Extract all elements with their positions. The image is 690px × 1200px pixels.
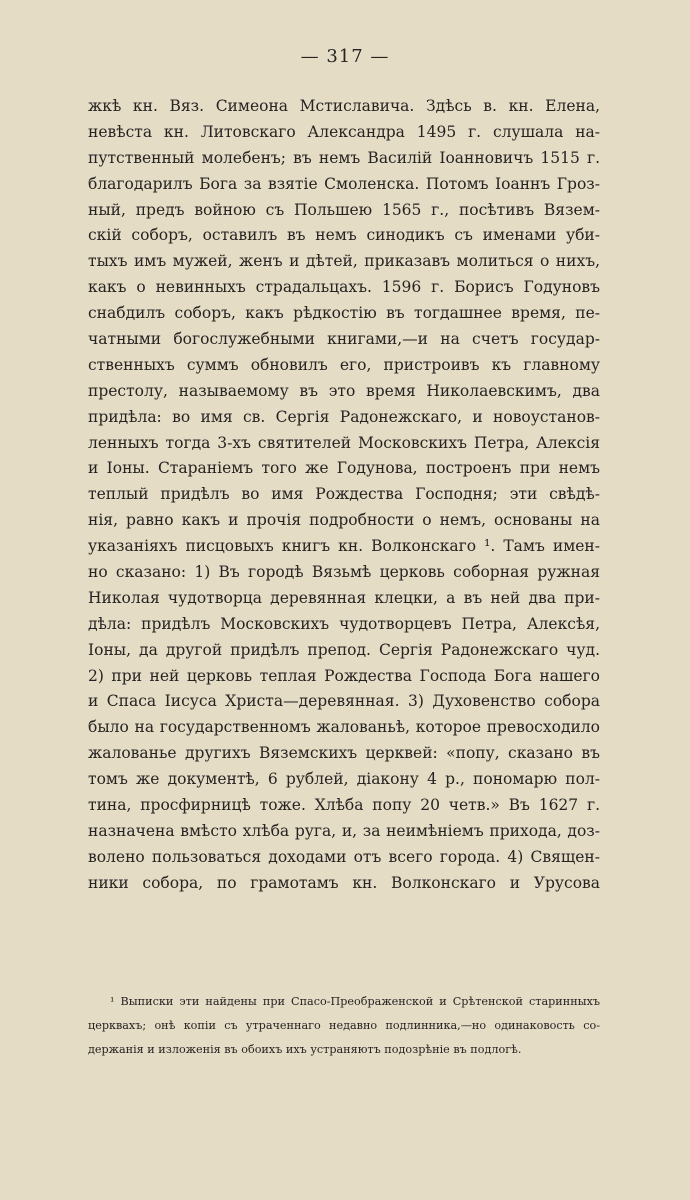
text-line: тина, просфирницѣ тоже. Хлѣба попу 20 четв.» Въ 1627 г. xyxy=(88,796,600,815)
text-line: невѣста кн. Литовскаго Александра 1495 г. слушала на- xyxy=(88,122,600,141)
text-line: 2) при ней церковь теплая Рождества Господа Бога нашего xyxy=(88,666,600,685)
text-line: теплый придѣлъ во имя Рождества Господня; эти свѣдѣ- xyxy=(88,485,600,504)
text-line: указаніяхъ писцовыхъ книгъ кн. Волконскаго ¹. Тамъ имен- xyxy=(88,537,600,556)
main-text xyxy=(88,94,600,897)
text-line: тыхъ имъ мужей, женъ и дѣтей, приказавъ молиться о нихъ, xyxy=(88,252,600,271)
text-line: томъ же документѣ, 6 рублей, діакону 4 р., пономарю пол- xyxy=(88,770,600,789)
text-line: жалованье другихъ Вяземскихъ церквей: «попу, сказано въ xyxy=(88,744,600,763)
text-line: ственныхъ суммъ обновилъ его, пристроивъ къ главному xyxy=(88,355,600,374)
text-line: Николая чудотворца деревянная клецки, а въ ней два при- xyxy=(88,588,600,607)
text-line: престолу, называемому въ это время Николаевскимъ, два xyxy=(88,381,600,400)
page-number: — 317 — xyxy=(300,46,390,67)
text-line: дѣла: придѣлъ Московскихъ чудотворцевъ Петра, Алексѣя, xyxy=(88,614,600,633)
text-line: чатными богослужебными книгами,—и на счетъ государ- xyxy=(88,330,600,349)
text-line: и Іоны. Стараніемъ того же Годунова, построенъ при немъ xyxy=(88,459,600,478)
footnote-line: ¹ Выписки эти найдены при Спасо-Преображенской и Срѣтенской старинныхъ xyxy=(110,995,600,1008)
text-line: какъ о невинныхъ страдальцахъ. 1596 г. Борисъ Годуновъ xyxy=(88,278,600,297)
text-line: снабдилъ соборъ, какъ рѣдкостію въ тогдашнее время, пе- xyxy=(88,304,600,323)
text-line: и Спаса Іисуса Христа—деревянная. 3) Духовенство собора xyxy=(88,692,600,711)
footnote-line: держанія и изложенія въ обоихъ ихъ устраняютъ подозрѣніе въ подлогѣ. xyxy=(88,1043,522,1056)
text-line: Іоны, да другой придѣлъ препод. Сергія Радонежскаго чуд. xyxy=(88,640,600,659)
text-line: нія, равно какъ и прочія подробности о немъ, основаны на xyxy=(88,511,600,530)
footnote-line: церквахъ; онѣ копіи съ утраченнаго недавно подлинника,—но одинаковость со- xyxy=(88,1019,600,1032)
text-line: но сказано: 1) Въ городѣ Вязьмѣ церковь соборная ружная xyxy=(88,563,600,582)
footnote-block xyxy=(88,990,600,1062)
text-line: волено пользоваться доходами отъ всего города. 4) Священ- xyxy=(88,847,600,866)
text-line: ный, предъ войною съ Польшею 1565 г., посѣтивъ Вязем- xyxy=(88,200,600,219)
text-line: жкѣ кн. Вяз. Симеона Мстиславича. Здѣсь в. кн. Елена, xyxy=(88,97,600,115)
text-line: путственный молебенъ; въ немъ Василій Іоанновичъ 1515 г. xyxy=(88,148,600,167)
text-line: придѣла: во имя св. Сергія Радонежскаго, и новоустанов- xyxy=(88,407,600,426)
text-line: скій соборъ, оставилъ въ немъ синодикъ съ именами уби- xyxy=(88,226,600,245)
text-line: ленныхъ тогда 3-хъ святителей Московскихъ Петра, Алексія xyxy=(88,433,600,452)
text-line: назначена вмѣсто хлѣба руга, и, за неимѣніемъ прихода, доз- xyxy=(88,821,600,840)
text-line: ники собора, по грамотамъ кн. Волконскаго и Урусова xyxy=(88,873,600,892)
text-line: благодарилъ Бога за взятіе Смоленска. Потомъ Іоаннъ Гроз- xyxy=(88,174,600,193)
text-line: было на государственномъ жалованьѣ, которое превосходило xyxy=(88,718,600,737)
